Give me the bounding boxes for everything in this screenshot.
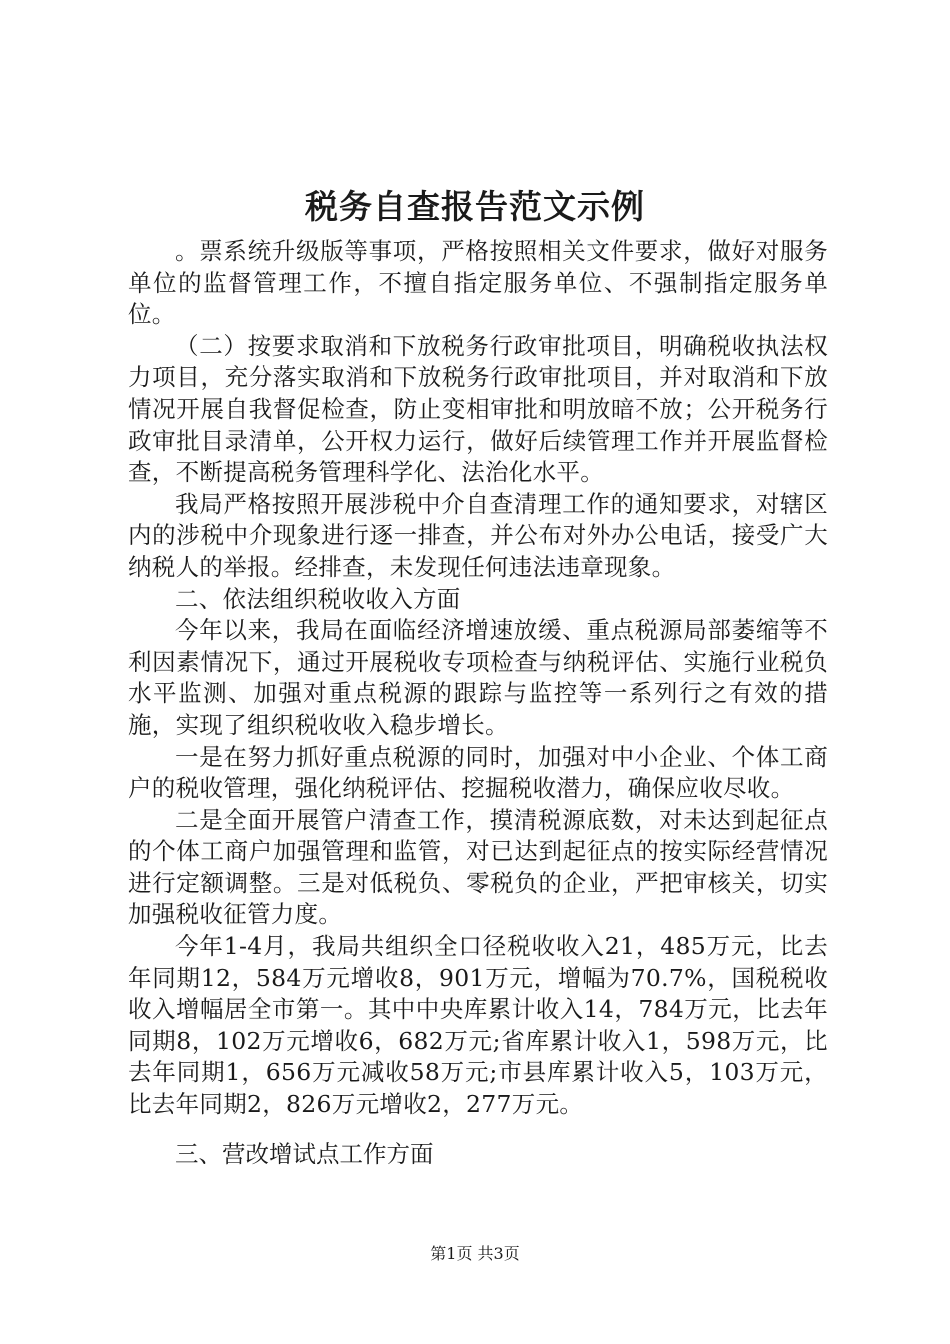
section-heading-tax-revenue: 二、依法组织税收收入方面 (175, 584, 461, 613)
paragraph-revenue-growth: 今年以来，我局在面临经济增速放缓、重点税源局部萎缩等不利因素情况下，通过开展税收专项检查与纳税评估、实施行业税负水平监测、加强对重点税源的跟踪与监控等一系列行之有效的措施，实现了组织税收收入稳步增长。 (128, 616, 828, 739)
paragraph-service-units: 。票系统升级版等事项，严格按照相关文件要求，做好对服务单位的监督管理工作，不擅自指定服务单位、不强制指定服务单位。 (128, 237, 828, 329)
section-heading-vat-reform: 三、营改增试点工作方面 (175, 1139, 434, 1168)
paragraph-household-audit: 二是全面开展管户清查工作，摸清税源底数，对未达到起征点的个体工商户加强管理和监管，对已达到起征点的按实际经营情况进行定额调整。三是对低税负、零税负的企业，严把审核关，切实加强税收征管力度。 (128, 805, 828, 929)
paragraph-approval-items: （二）按要求取消和下放税务行政审批项目，明确税收执法权力项目，充分落实取消和下放税务行政审批项目，并对取消和下放情况开展自我督促检查，防止变相审批和明放暗不放；公开税务行政审批目录清单，公开权力运行，做好后续管理工作并开展监督检查，不断提高税务管理科学化、法治化水平。 (128, 331, 828, 487)
page-footer: 第1页 共3页 (430, 1244, 520, 1263)
paragraph-key-sources: 一是在努力抓好重点税源的同时，加强对中小企业、个体工商户的税收管理，强化纳税评估、挖掘税收潜力，确保应收尽收。 (128, 742, 828, 803)
paragraph-revenue-figures: 今年1-4月，我局共组织全口径税收收入21，485万元，比去年同期12，584万元增收8，901万元，增幅为70.7%，国税税收收入增幅居全市第一。其中中央库累计收入14，784万元，比去年同期8，102万元增收6，682万元;省库累计收入1，598万元，比去年同期1，656万元减收58万元;市县库累计收入5，103万元，比去年同期2，826万元增收2，277万元。 (128, 932, 828, 1119)
document-body (128, 236, 828, 1170)
paragraph-tax-agency-check: 我局严格按照开展涉税中介自查清理工作的通知要求，对辖区内的涉税中介现象进行逐一排查，并公布对外办公电话，接受广大纳税人的举报。经排查，未发现任何违法违章现象。 (128, 489, 828, 581)
document-title: 税务自查报告范文示例 (305, 187, 645, 226)
